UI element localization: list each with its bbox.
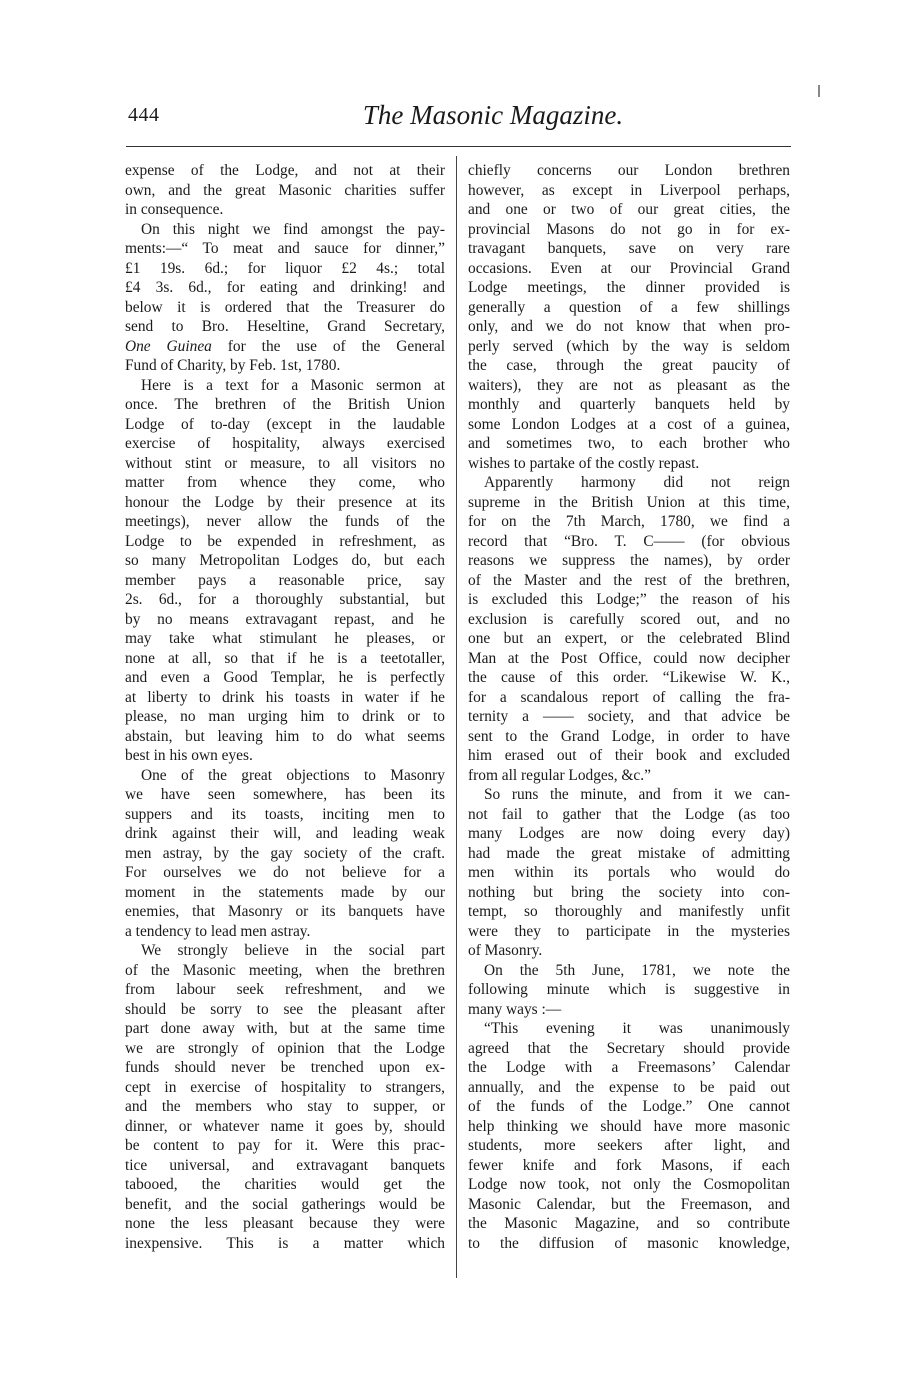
text-line: honour the Lodge by their presence at its	[125, 493, 445, 511]
text-line: dinner, or whatever name it goes by, should	[125, 1117, 445, 1135]
right-column	[468, 161, 790, 1253]
header-rule	[126, 146, 791, 147]
text-line: benefit, and the social gatherings would be	[125, 1195, 445, 1213]
text-line: once. The brethren of the British Union	[125, 396, 445, 413]
text-line: One Guinea for the use of the General	[125, 337, 445, 355]
text-line: exercise of hospitality, always exercised	[125, 435, 445, 452]
text-line: for a scandalous report of calling the fra-	[468, 688, 790, 706]
text-line: suppers and its toasts, inciting men to	[125, 805, 445, 823]
text-line: £1 19s. 6d.; for liquor £2 4s.; total	[125, 259, 445, 277]
text-line: not fail to gather that the Lodge (as too	[468, 805, 790, 823]
text-line: the Masonic Magazine, and so contribute	[468, 1215, 790, 1232]
text-line: Lodge meetings, the dinner provided is	[468, 279, 790, 296]
text-line: member pays a reasonable price, say	[125, 571, 445, 589]
text-line: sent to the Grand Lodge, in order to have	[468, 727, 790, 745]
text-line: at liberty to drink his toasts in water if he	[125, 688, 445, 706]
text-line: chiefly concerns our London brethren	[468, 162, 790, 179]
text-line: had made the great mistake of admitting	[468, 844, 790, 862]
text-line: fewer knife and fork Masons, if each	[468, 1156, 790, 1174]
text-line: nothing but bring the society into con-	[468, 883, 790, 901]
text-line: wishes to partake of the costly repast.	[468, 454, 700, 472]
text-line: none at all, so that if he is a teetotaller,	[125, 649, 445, 667]
text-line: tempt, so thoroughly and manifestly unfit	[468, 903, 790, 920]
page-number: 444	[128, 104, 160, 126]
margin-mark	[818, 85, 820, 97]
text-line: of the funds of the Lodge.” One cannot	[468, 1098, 790, 1115]
text-line: we have seen somewhere, has been its	[125, 786, 445, 803]
text-line: a tendency to lead men astray.	[125, 922, 311, 940]
text-line: enemies, that Masonry or its banquets have	[125, 903, 445, 920]
text-line: we are strongly of opinion that the Lodge	[125, 1039, 445, 1057]
text-line: tabooed, the charities would get the	[125, 1176, 445, 1193]
text-line: is excluded this Lodge;” the reason of his	[468, 591, 790, 608]
text-line: moment in the statements made by our	[125, 883, 445, 901]
text-line: none the less pleasant because they were	[125, 1215, 445, 1232]
text-line: by no means extravagant repast, and he	[125, 610, 445, 628]
text-line: in consequence.	[125, 201, 224, 218]
text-line: some London Lodges at a cost of a guinea,	[468, 415, 790, 433]
text-line: and the members who stay to supper, or	[125, 1098, 445, 1115]
text-line: many ways :—	[468, 1000, 562, 1018]
text-line: only, and we do not know that when pro-	[468, 318, 790, 335]
text-line: monthly and quarterly banquets held by	[468, 396, 790, 413]
page-header	[128, 100, 788, 140]
text-line: were they to participate in the mysteries	[468, 922, 790, 940]
text-line: ternity a —— society, and that advice be	[468, 708, 790, 725]
text-line: part done away with, but at the same time	[125, 1020, 445, 1037]
running-title: The Masonic Magazine.	[362, 100, 624, 130]
text-line: please, no man urging him to drink or to	[125, 708, 445, 725]
text-line: inexpensive. This is a matter which	[125, 1234, 445, 1252]
text-line: send to Bro. Heseltine, Grand Secretary,	[125, 318, 445, 335]
text-line: help thinking we should have more masonic	[468, 1117, 790, 1135]
text-line: Lodge now took, not only the Cosmopolitan	[468, 1176, 790, 1193]
text-line: of Masonry.	[468, 942, 543, 959]
left-column	[125, 161, 445, 1253]
text-line: ments:—“ To meat and sauce for dinner,”	[125, 240, 445, 257]
text-line: of the Masonic meeting, when the brethren	[125, 961, 445, 979]
text-line: occasions. Even at our Provincial Grand	[468, 259, 790, 277]
text-line: the Lodge with a Freemasons’ Calendar	[468, 1059, 790, 1076]
text-line: perly served (which by the way is seldom	[468, 337, 790, 355]
text-line: funds should never be trenched upon ex-	[125, 1059, 445, 1076]
text-line: from all regular Lodges, &c.”	[468, 766, 651, 784]
text-line: Masonic Calendar, but the Freemason, and	[468, 1195, 790, 1213]
text-line: exclusion is carefully scored out, and no	[468, 610, 790, 628]
text-line: however, as except in Liverpool perhaps,	[468, 181, 790, 199]
text-line: Here is a text for a Masonic sermon at	[141, 376, 445, 394]
text-line: tice universal, and extravagant banquets	[125, 1156, 445, 1174]
text-line: 2s. 6d., for a thoroughly substantial, but	[125, 591, 445, 608]
text-line: record that “Bro. T. C—— (for obvious	[468, 532, 790, 550]
text-line: On the 5th June, 1781, we note the	[484, 961, 790, 979]
text-line: so many Metropolitan Lodges do, but each	[125, 552, 445, 569]
text-line: We strongly believe in the social part	[141, 942, 445, 959]
text-line: £4 3s. 6d., for eating and drinking! and	[125, 279, 445, 296]
text-line: and sometimes two, to each brother who	[468, 435, 790, 452]
text-line: should be sorry to see the pleasant after	[125, 1000, 445, 1018]
text-line: Apparently harmony did not reign	[484, 474, 790, 491]
text-line: the case, through the great paucity of	[468, 357, 790, 374]
text-line: provincial Masons do not go in for ex-	[468, 220, 790, 238]
text-line: the cause of this order. “Likewise W. K.,	[468, 669, 790, 686]
text-line: “This evening it was unanimously	[484, 1020, 790, 1037]
text-line: men within its portals who would do	[468, 864, 790, 881]
text-line: from labour seek refreshment, and we	[125, 981, 445, 998]
text-line: men astray, by the gay society of the craft.	[125, 844, 445, 862]
text-line: One of the great objections to Masonry	[141, 766, 445, 784]
text-line: to the diffusion of masonic knowledge,	[468, 1234, 790, 1252]
text-line: reasons we suppress the names), by order	[468, 552, 790, 569]
text-line: waiters), they are not as pleasant as the	[468, 376, 790, 394]
text-line: below it is ordered that the Treasurer do	[125, 298, 445, 316]
text-line: annually, and the expense to be paid out	[468, 1078, 790, 1096]
text-line: may take what stimulant he pleases, or	[125, 630, 445, 647]
text-line: one but an expert, or the celebrated Blind	[468, 630, 790, 647]
text-line: meetings), never allow the funds of the	[125, 513, 445, 530]
text-line: expense of the Lodge, and not at their	[125, 162, 445, 179]
text-line: abstain, but leaving him to do what seems	[125, 727, 445, 745]
text-line: matter from whence they come, who	[125, 474, 445, 491]
text-line: following minute which is suggestive in	[468, 981, 790, 998]
column-divider	[456, 156, 457, 1278]
text-line: agreed that the Secretary should provide	[468, 1039, 790, 1057]
text-line: of the Master and the rest of the brethren,	[468, 571, 790, 589]
text-line: Fund of Charity, by Feb. 1st, 1780.	[125, 357, 341, 374]
text-line: without stint or measure, to all visitors no	[125, 454, 445, 472]
text-line: cept in exercise of hospitality to strangers,	[125, 1078, 445, 1096]
text-line: travagant banquets, save on very rare	[468, 240, 790, 257]
text-line: students, more seekers after light, and	[468, 1137, 790, 1154]
text-line: own, and the great Masonic charities suffer	[125, 181, 445, 199]
text-line: generally a question of a few shillings	[468, 298, 790, 316]
text-line: So runs the minute, and from it we can-	[484, 786, 790, 803]
text-line: him erased out of their book and excluded	[468, 747, 790, 764]
text-line: Man at the Post Office, could now decipher	[468, 649, 790, 667]
text-line: For ourselves we do not believe for a	[125, 864, 445, 881]
text-line: best in his own eyes.	[125, 747, 253, 764]
text-line: supreme in the British Union at this time,	[468, 493, 790, 511]
text-line: for on the 7th March, 1780, we find a	[468, 513, 790, 530]
text-line: be content to pay for it. Were this prac-	[125, 1137, 445, 1154]
text-line: Lodge to be expended in refreshment, as	[125, 532, 445, 550]
text-line: Lodge of to-day (except in the laudable	[125, 415, 445, 433]
text-line: and even a Good Templar, he is perfectly	[125, 669, 445, 686]
text-line: On this night we find amongst the pay-	[141, 220, 445, 238]
text-line: many Lodges are now doing every day)	[468, 825, 790, 842]
text-line: and one or two of our great cities, the	[468, 201, 790, 218]
text-line: drink against their will, and leading weak	[125, 825, 445, 842]
